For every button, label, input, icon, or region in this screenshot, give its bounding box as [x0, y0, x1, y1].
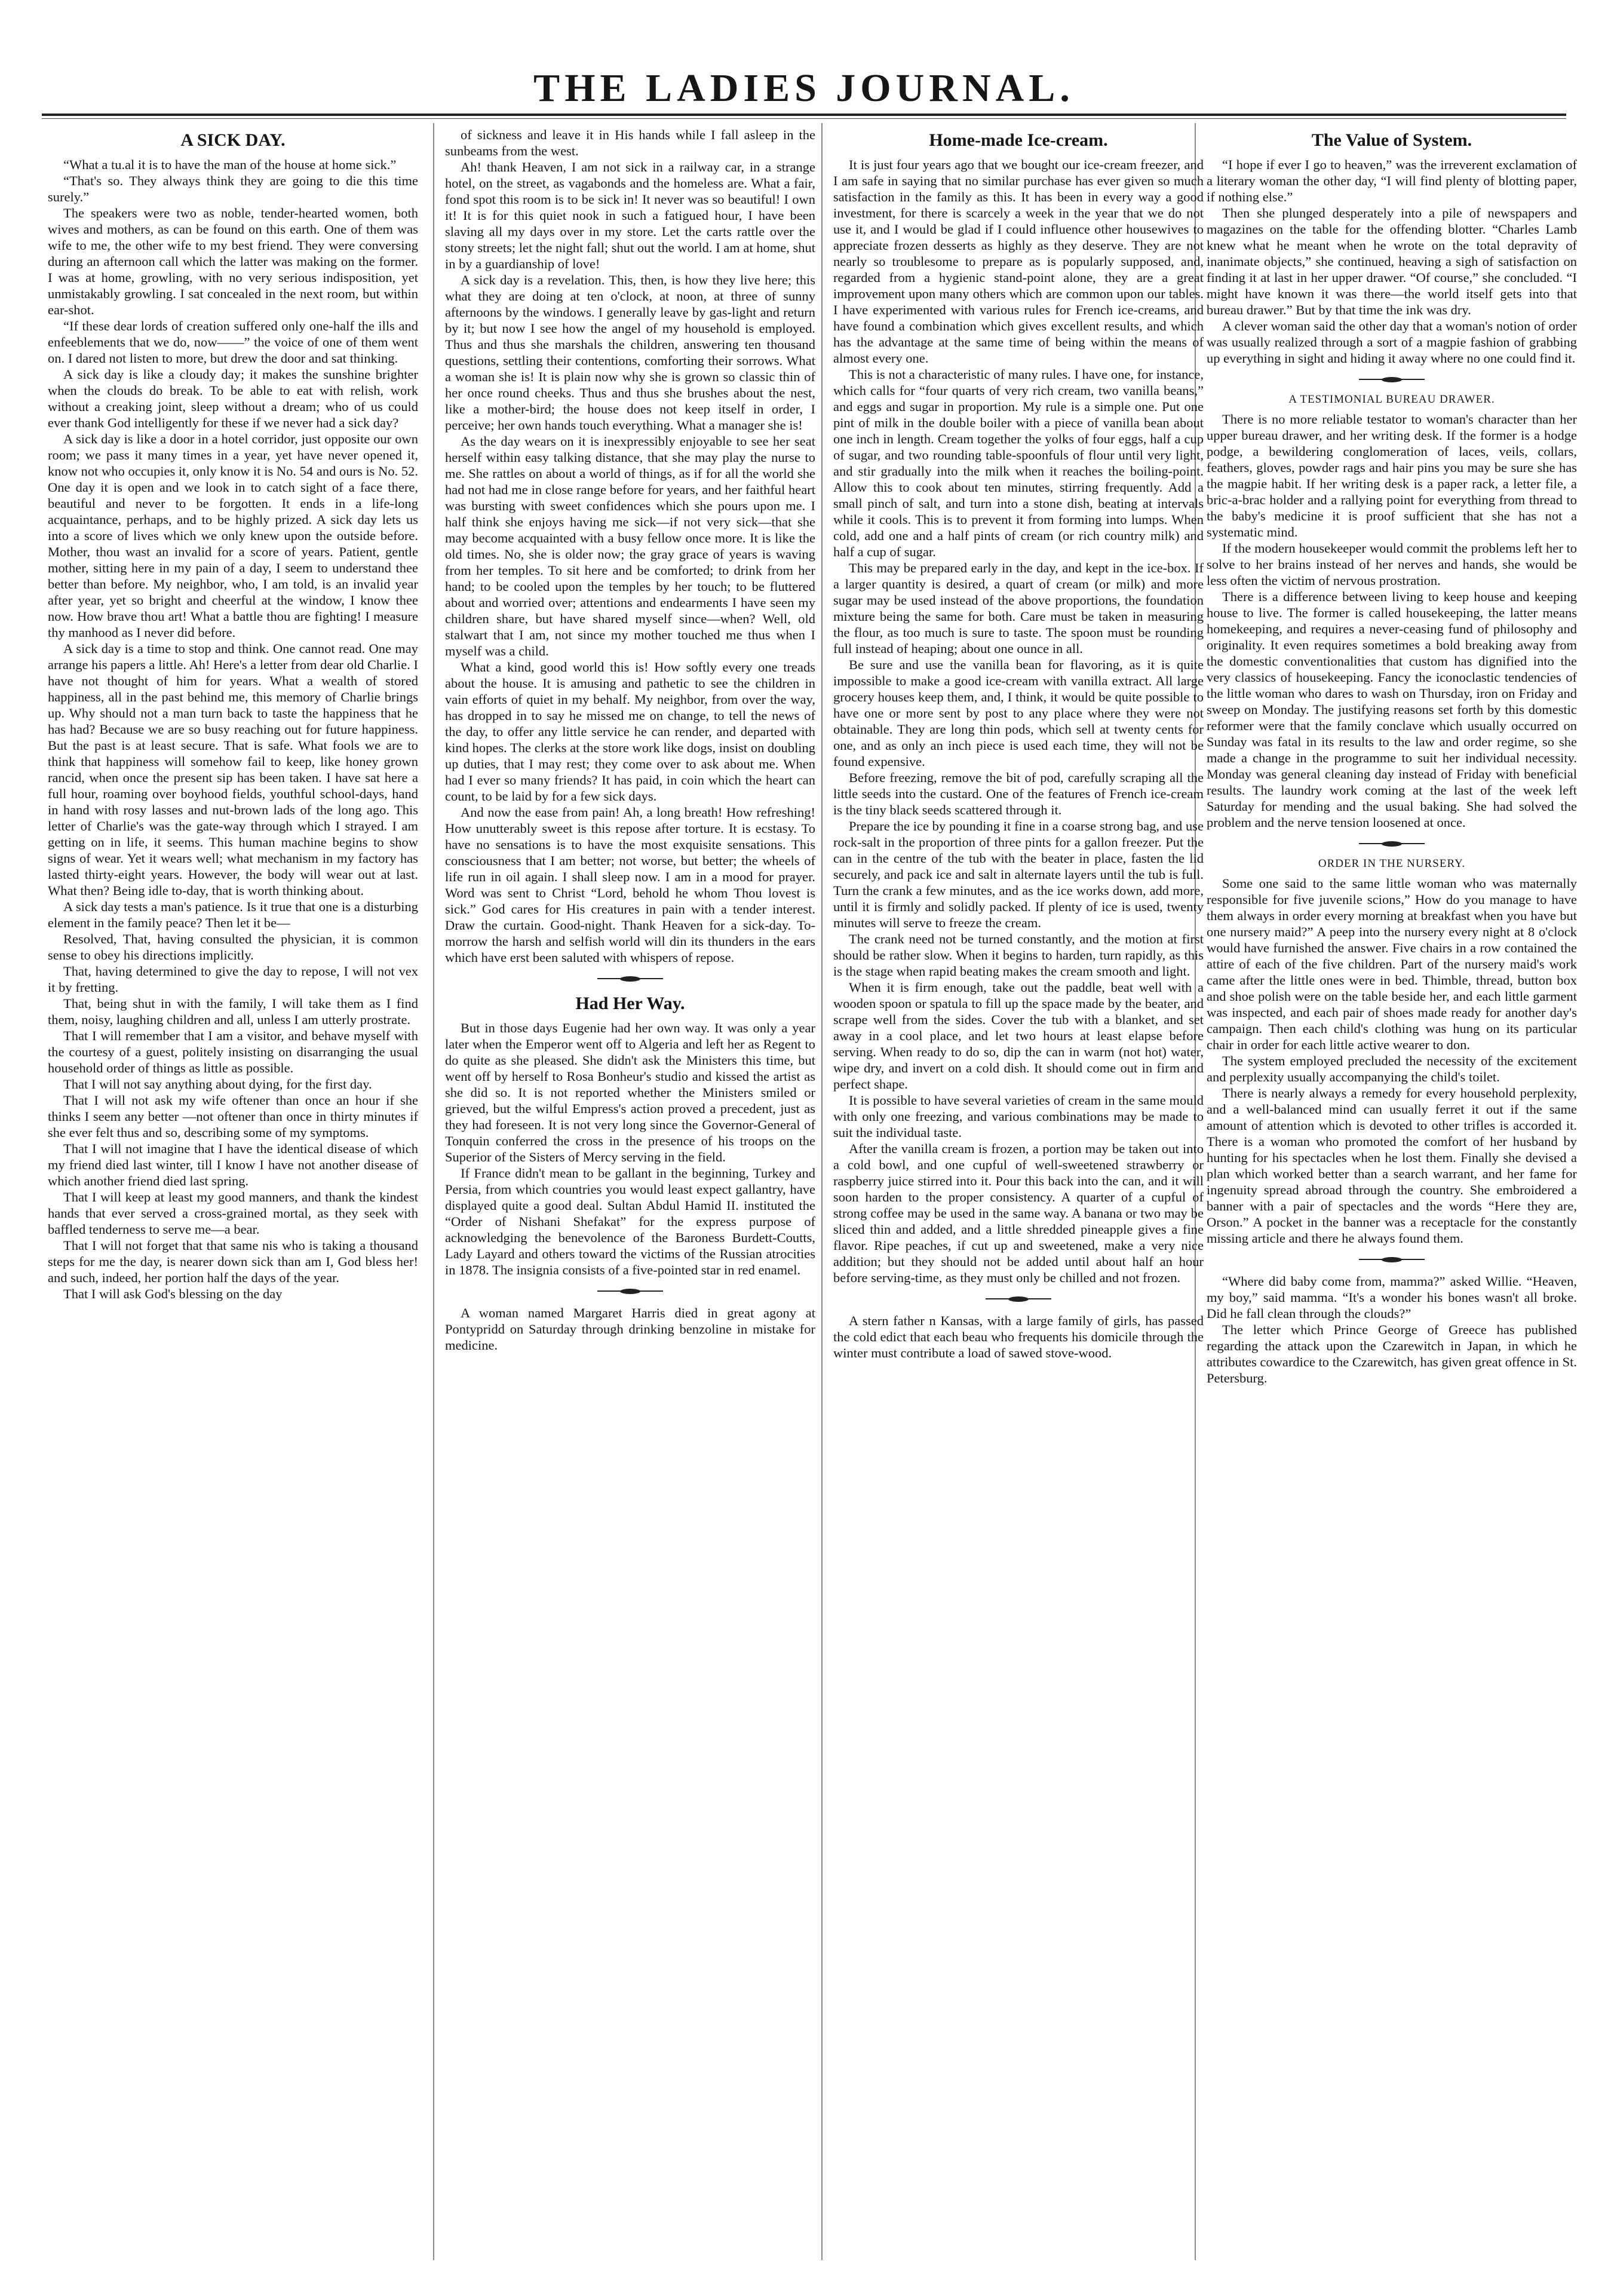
- article-paragraph: That I will remember that I am a visitor, and behave myself with the courtesy of a guest, politely insisting on disarranging the usual household order of things as little as possible.: [48, 1028, 418, 1075]
- article-paragraph: As the day wears on it is inexpressibly enjoyable to see her seat herself within easy talking distance, that she may play the nurse to me. She rattles on about a world of things, as if for all the world she had not had me in close range before for years, and her faithful heart was bursting with sweet confidences which she pours upon me. I half think she enjoys having me sick—if not very sick—that she may become acquainted with a busy fellow once more. It is like the old times. No, she is older now; the gray grace of years is waving from her temples. To sit here and be comforted; to drink from her hand; to be cooled upon the temples by her touch; to be fluttered about and worried over; attentions and endearments I have seen my children share, but have shared myself since—when? Well, old stalwart that I am, not since my mother touched me thus when I myself was a child.: [445, 434, 815, 658]
- article-paragraph: It is just four years ago that we bought our ice-cream freezer, and I am safe in saying that no similar purchase has ever given so much satisfaction in the family as this. It has been in every way a good investment, for there is scarcely a week in the year that we do not use it, and I would be glad if I could influence other housewives to appreciate frozen desserts as highly as they deserve. They are not nearly so troublesome to prepare as is popularly supposed, and, regarded from a hygienic stand-point alone, they are a great improvement upon many others which are common upon our tables. I have experimented with various rules for French ice-creams, and have found a combination which gives excellent results, and which has the advantage at the same time of being within the means of almost every one.: [833, 157, 1204, 366]
- article-separator: [1359, 1257, 1425, 1262]
- article-paragraph: That I will not say anything about dying, for the first day.: [63, 1077, 372, 1092]
- article-paragraph: Before freezing, remove the bit of pod, carefully scraping all the little seeds into the custard. One of the features of French ice-cream is the tiny black seeds scattered through it.: [833, 770, 1204, 817]
- section-subheading: ORDER IN THE NURSERY.: [1318, 857, 1466, 870]
- article-paragraph: There is nearly always a remedy for every household perplexity, and a well-balanced mind can usually ferret it out if the same amount of attention which is devoted to other trifles is accorded it. There is a woman who promoted the comfort of her husband by hunting for his spectacles when he lost them. Finally she devised a plan which worked better than a search warrant, and her fame for ingenuity spread abroad through the country. She embroidered a banner with a pair of spectacles and the words “Here they are, Orson.” A pocket in the banner was a receptacle for the constantly missing article and there he always found them.: [1207, 1086, 1577, 1246]
- column-divider: [821, 123, 823, 2260]
- article-paragraph: The crank need not be turned constantly, and the motion at first should be rather slow. When it begins to harden, turn rapidly, as this is the stage when rapid beating makes the cream smooth and light.: [833, 931, 1204, 979]
- article-paragraph: A sick day is a revelation. This, then, is how they live here; this what they are doing at ten o'clock, at noon, at three of sunny afternoons by the windows. I generally leave by gas-light and return by it; but now I see how the angel of my household is employed. Thus and thus she marshals the children, answering ten thousand questions, settling their contentions, comforting their sorrows. What a woman she is! It is plain now why she is grown so classic thin of her once round cheeks. Thus and thus she brushes about the nest, like a mother-bird; the house does not keep itself in order, I perceive; her own hands touch everything. What a manager she is!: [445, 272, 815, 433]
- column-divider: [433, 123, 434, 2260]
- article-paragraph: This may be prepared early in the day, and kept in the ice-box. If a larger quantity is desired, a quart of cream (or milk) and more sugar may be used instead of the above proportions, the foundation mixture being the same for both. Care must be taken in measuring the flour, as too much is sure to taste. The spoon must be rounding full instead of heaping; about one ounce in all.: [833, 560, 1204, 656]
- article-paragraph: That I will not imagine that I have the identical disease of which my friend died last winter, till I know I have not another disease of which another friend died last spring.: [48, 1141, 418, 1188]
- column-1: [48, 127, 418, 2277]
- article-headline: Home-made Ice-cream.: [929, 130, 1108, 150]
- article-headline: Had Her Way.: [575, 994, 685, 1013]
- article-paragraph: Some one said to the same little woman who was maternally responsible for five juvenile scions,” How do you manage to have them always in order every morning at breakfast when you have but one nursery maid?” A peep into the nursery every night at 8 o'clock would have furnished the answer. Five chairs in a row contained the attire of each of the five children. Part of the nursery maid's work came after the little ones were in bed. Thimble, thread, button box and shoe polish were on the table beside her, and each little garment was inspected, and each pair of shoes made ready for another day's campaign. Then each child's clothing was hung on its particular chair in order for each little active wearer to don.: [1207, 876, 1577, 1052]
- masthead-rule-thin: [42, 118, 1566, 119]
- article-paragraph: There is a difference between living to keep house and keeping house to live. The former is called housekeeping, the latter means homekeeping, and requires a never-ceasing fund of philosophy and originality. It even requires sometimes a bold breaking away from the domestic conventionalities that custom has dignified into the very classics of housekeeping. Fancy the iconoclastic tendencies of the little woman who dares to wash on Thursday, iron on Friday and sweep on Monday. The justifying reasons set forth by this domestic reformer were that the family conclave which usually occurred on Sunday was fatal in its results to the law and order regime, so she made a change in the programme to suit her individual necessity. Monday was general cleaning day instead of Friday with beneficial results. The laundry work coming at the last of the week left Saturday for mending and the usual baking. She had solved the problem and the nerve tension loosened at once.: [1207, 589, 1577, 830]
- article-paragraph: A woman named Margaret Harris died in great agony at Pontypridd on Saturday through drinking benzoline in mistake for medicine.: [445, 1305, 815, 1353]
- article-separator: [986, 1296, 1051, 1302]
- article-paragraph: Then she plunged desperately into a pile of newspapers and magazines on the table for the offending blotter. “Charles Lamb knew what he meant when he wrote on the total depravity of inanimate objects,” she continued, heaving a sigh of satisfaction on finding it at last in her upper drawer. “Of course,” she concluded. “I might have known it was there—the world itself gets into that bureau drawer.” But by that time the ink was dry.: [1207, 206, 1577, 317]
- masthead-rule: [42, 114, 1566, 116]
- article-paragraph: That I will ask God's blessing on the day: [63, 1286, 283, 1301]
- article-paragraph: of sickness and leave it in His hands while I fall asleep in the sunbeams from the west.: [445, 127, 815, 158]
- article-paragraph: That I will not ask my wife oftener than once an hour if she thinks I seem any better —not oftener than once in thirty minutes if she ever felt thus and so, describing some of my symptoms.: [48, 1093, 418, 1140]
- article-paragraph: A sick day is like a door in a hotel corridor, just opposite our own room; we pass it many times in a year, yet have never opened it, know not who occupies it, only know it is No. 54 and ours is No. 52. One day it is open and we look in to catch sight of a face there, beautiful and never to be forgotten. It ends in a life-long acquaintance, perhaps, and to be highly prized. A sick day lets us into a score of lives which we only knew upon the outside before. Mother, thou wast an invalid for a score of years. Patient, gentle mother, sitting here in my pain of a day, I seem to understand thee better than before. My neighbor, who, I am told, is an invalid year after year, yet so bright and cheerful at the window, I know thee now. How brave thou art! What a battle thou are fighting! I measure thy manhood as I never did before.: [48, 431, 418, 640]
- article-paragraph: A sick day tests a man's patience. Is it true that one is a disturbing element in the family peace? Then let it be—: [48, 899, 418, 930]
- article-paragraph: That, being shut in with the family, I will take them as I find them, noisy, laughing children and all, unless I am utterly prostrate.: [48, 996, 418, 1027]
- article-separator: [1359, 377, 1425, 382]
- article-paragraph: It is possible to have several varieties of cream in the same mould with only one freezing, and various combinations may be made to suit the individual taste.: [833, 1093, 1204, 1140]
- masthead-title: THE LADIES JOURNAL.: [533, 66, 1075, 110]
- article-paragraph: A clever woman said the other day that a woman's notion of order was usually realized through a sort of a magpie fashion of grabbing up everything in sight and hiding it away where no one could find it.: [1207, 318, 1577, 366]
- section-subheading: A TESTIMONIAL BUREAU DRAWER.: [1288, 393, 1495, 406]
- article-headline: The Value of System.: [1311, 130, 1472, 150]
- article-paragraph: A sick day is a time to stop and think. One cannot read. One may arrange his papers a little. Ah! Here's a letter from dear old Charlie. I have not thought of him for years. What a wealth of stored happiness, all in the past behind me, this memory of Charlie brings up. Why should not a man turn back to taste the happiness that he has had? Because we are so busy reaching out for future happiness. But the past is at least secure. That is safe. What fools we are to think that happiness will somehow fail to keep, like honey grown rancid, when once the present sip has been taken. I have sat here a full hour, roaming over boyhood fields, youthful school-days, hand in hand with rosy lasses and nut-brown lads of the long ago. This letter of Charlie's was the gate-way through which I strayed. I am getting on in life, it seems. This human machine begins to show signs of wear. Yet it wears well; what mechanism in my factory has lasted thirty-eight years. However, the body will wear out at last. What then? Being idle to-day, that is worth thinking about.: [48, 641, 418, 898]
- article-paragraph: After the vanilla cream is frozen, a portion may be taken out into a cold bowl, and one cupful of well-sweetened strawberry or raspberry juice stirred into it. Pour this back into the can, and it will soon harden to the proper consistency. A quarter of a cupful of strong coffee may be used in the same way. A banana or two may be sliced thin and added, and a little shredded pineapple gives a fine flavor. Ripe peaches, if cut up and sweetened, make a very nice addition; but they should not be added until about half an hour before serving-time, as they must only be chilled and not frozen.: [833, 1141, 1204, 1285]
- article-paragraph: “If these dear lords of creation suffered only one-half the ills and enfeeblements that we do, now——” the voice of one of them went on. I dared not listen to more, but drew the door and sat thinking.: [48, 318, 418, 366]
- article-paragraph: “That's so. They always think they are going to die this time surely.”: [48, 173, 418, 204]
- article-paragraph: And now the ease from pain! Ah, a long breath! How refreshing! How unutterably sweet is this repose after torture. It is ecstasy. To have no sensations is to have the most exquisite sensations. This consciousness that I am better; not worse, but better; the wheels of life run in oil again. I shall sleep now. I am in a mood for prayer. Word was sent to Christ “Lord, behold he whom Thou lovest is sick.” God cares for His creatures in pain with a tender interest. Draw the curtain. Good-night. Thank Heaven for a sick-day. To-morrow the harsh and selfish world will din its thunders in the ears which have erst been saluted with whispers of repose.: [445, 805, 815, 965]
- article-paragraph: Be sure and use the vanilla bean for flavoring, as it is quite impossible to make a good ice-cream with vanilla extract. All large grocery houses keep them, and, I think, it would be quite possible to have one or more sent by post to any place where they were not obtainable. They are long thin pods, which sell at twenty cents for one, and as only an inch piece is used each time, they will not be found expensive.: [833, 657, 1204, 769]
- article-paragraph: That, having determined to give the day to repose, I will not vex it by fretting.: [48, 964, 418, 995]
- article-separator: [1359, 841, 1425, 847]
- article-separator: [597, 976, 663, 982]
- article-paragraph: A sick day is like a cloudy day; it makes the sunshine brighter when the clouds do break. To be able to eat with relish, work without a creaking joint, sleep without a dream; who of us could ever thank God intelligently for these if we never had a sick day?: [48, 367, 418, 430]
- article-paragraph: If the modern housekeeper would commit the problems left her to solve to her brains instead of her nerves and hands, she would be less often the victim of nervous prostration.: [1207, 541, 1577, 588]
- article-paragraph: Resolved, That, having consulted the physician, it is common sense to obey his directions implicitly.: [48, 931, 418, 962]
- column-3: [833, 127, 1204, 2277]
- article-paragraph: Prepare the ice by pounding it fine in a coarse strong bag, and use rock-salt in the proportion of three pints for a gallon freezer. Put the can in the centre of the tub with the beater in place, fasten the lid securely, and pack ice and salt in alternate layers until the tub is full. Turn the crank a few minutes, and as the ice works down, add more, until it is firmly and solidly packed. If plenty of ice is used, twenty minutes will serve to freeze the cream.: [833, 819, 1204, 930]
- article-paragraph: There is no more reliable testator to woman's character than her upper bureau drawer, and her writing desk. If the former is a hodge podge, a bewildering conglomeration of laces, veils, collars, feathers, gloves, powder rags and hair pins you may be sure she has the magpie habit. If her writing desk is a paper rack, a letter file, a bric-a-brac holder and a rallying point for everything from thread to the baby's medicine it is proof sufficient that she has not a systematic mind.: [1207, 412, 1577, 539]
- article-paragraph: That I will not forget that that same nis who is taking a thousand steps for me the day, is nearer down sick than am I, God bless her! and such, indeed, her portion half the days of the year.: [48, 1238, 418, 1285]
- article-paragraph: That I will keep at least my good manners, and thank the kindest hands that ever served a cross-grained mortal, as they seek with baffled tenderness to serve me—a bear.: [48, 1190, 418, 1237]
- article-paragraph: “I hope if ever I go to heaven,” was the irreverent exclamation of a literary woman the other day, “I will find plenty of blotting paper, if nothing else.”: [1207, 157, 1577, 204]
- article-headline: A SICK DAY.: [180, 130, 286, 150]
- column-2: [445, 127, 815, 2277]
- article-paragraph: But in those days Eugenie had her own way. It was only a year later when the Emperor went off to Algeria and left her as Regent to do quite as she pleased. She didn't ask the Ministers this time, but went off by herself to Rosa Bonheur's studio and kissed the artist as she did so. It is not reported whether the Ministers smiled or grieved, but the wilful Empress's action proved a precedent, just as they had foreseen. It is not very long since the Governor-General of Tonquin conferred the cross in the presence of his troops on the Superior of the Sisters of Mercy serving in the field.: [445, 1020, 815, 1164]
- article-paragraph: The speakers were two as noble, tender-hearted women, both wives and mothers, as can be found on this earth. One of them was wife to me, the other wife to my best friend. They were conversing during an afternoon call which the latter was making on the former. I was at home, growling, with no very serious indisposition, yet unmistakably growling. I sat concealed in the next room, but within ear-shot.: [48, 206, 418, 317]
- article-paragraph: When it is firm enough, take out the paddle, beat well with a wooden spoon or spatula to fill up the space made by the beater, and scrape well from the sides. Cover the tub with a blanket, and set away in a cool place, and let two hours at least elapse before serving. When ready to do so, dip the can in warm (not hot) water, wipe dry, and invert on a cold dish. It should come out in firm and perfect shape.: [833, 980, 1204, 1092]
- article-paragraph: This is not a characteristic of many rules. I have one, for instance, which calls for “four quarts of very rich cream, two vanilla beans,” and eggs and sugar in proportion. My rule is a simple one. Put one pint of milk in the double boiler with a piece of vanilla bean about one inch in length. Cream together the yolks of four eggs, half a cup of sugar, and two rounding table-spoonfuls of flour until very light, and stir gradually into the milk when it reaches the boiling-point. Allow this to cook about ten minutes, stirring frequently. Add a small pinch of salt, and turn into a stone dish, beating at intervals while it cools. This is to prevent it from forming into lumps. When cold, add one and a half pints of cream (or rich country milk) and half a cup of sugar.: [833, 367, 1204, 559]
- article-paragraph: What a kind, good world this is! How softly every one treads about the house. It is amusing and pathetic to see the children in vain efforts of quiet in my behalf. My neighbor, from over the way, has dropped in to say he missed me on change, to tell the news of the day, to offer any little service he can render, and departed with kind hopes. The clerks at the store work like dogs, insist on doubling up duties, that I may rest; they come over to ask about me. When had I ever so many friends? It has paid, in coin which the heart can count, to be laid by for a few sick days.: [445, 660, 815, 804]
- article-separator: [597, 1289, 663, 1294]
- column-4: [1207, 127, 1577, 2277]
- article-paragraph: A stern father n Kansas, with a large family of girls, has passed the cold edict that each beau who frequents his domicile through the winter must contribute a load of sawed stove-wood.: [833, 1313, 1204, 1360]
- article-paragraph: The system employed precluded the necessity of the excitement and perplexity usually accompanying the child's toilet.: [1207, 1053, 1577, 1084]
- article-paragraph: “What a tu.al it is to have the man of the house at home sick.”: [63, 157, 397, 172]
- article-paragraph: The letter which Prince George of Greece has published regarding the attack upon the Czarewitch in Japan, in which he attributes cowardice to the Czarewitch, has given great offence in St. Petersburg.: [1207, 1322, 1577, 1385]
- article-paragraph: “Where did baby come from, mamma?” asked Willie. “Heaven, my boy,” said mamma. “It's a wonder his bones wasn't all broke. Did he fall clean through the clouds?”: [1207, 1274, 1577, 1321]
- article-paragraph: Ah! thank Heaven, I am not sick in a railway car, in a strange hotel, on the street, as vagabonds and the homeless are. What a fair, fond spot this room is to be sick in! It never was so beautiful! I own it! It is for this quiet nook in such a fatigued hour, I have been slaving all my days over in my store. Let the carts rattle over the stony streets; let the night fall; shut out the world. I am at home, shut in by a guardianship of love!: [445, 160, 815, 271]
- article-paragraph: If France didn't mean to be gallant in the beginning, Turkey and Persia, from which countries you would least expect gallantry, have displayed quite a good deal. Sultan Abdul Hamid II. instituted the “Order of Nishani Shefakat” for the express purpose of acknowledging the benevolence of the Baroness Burdett-Coutts, Lady Layard and others toward the victims of the Russian atrocities in 1878. The insignia consists of a five-pointed star in red enamel.: [445, 1166, 815, 1277]
